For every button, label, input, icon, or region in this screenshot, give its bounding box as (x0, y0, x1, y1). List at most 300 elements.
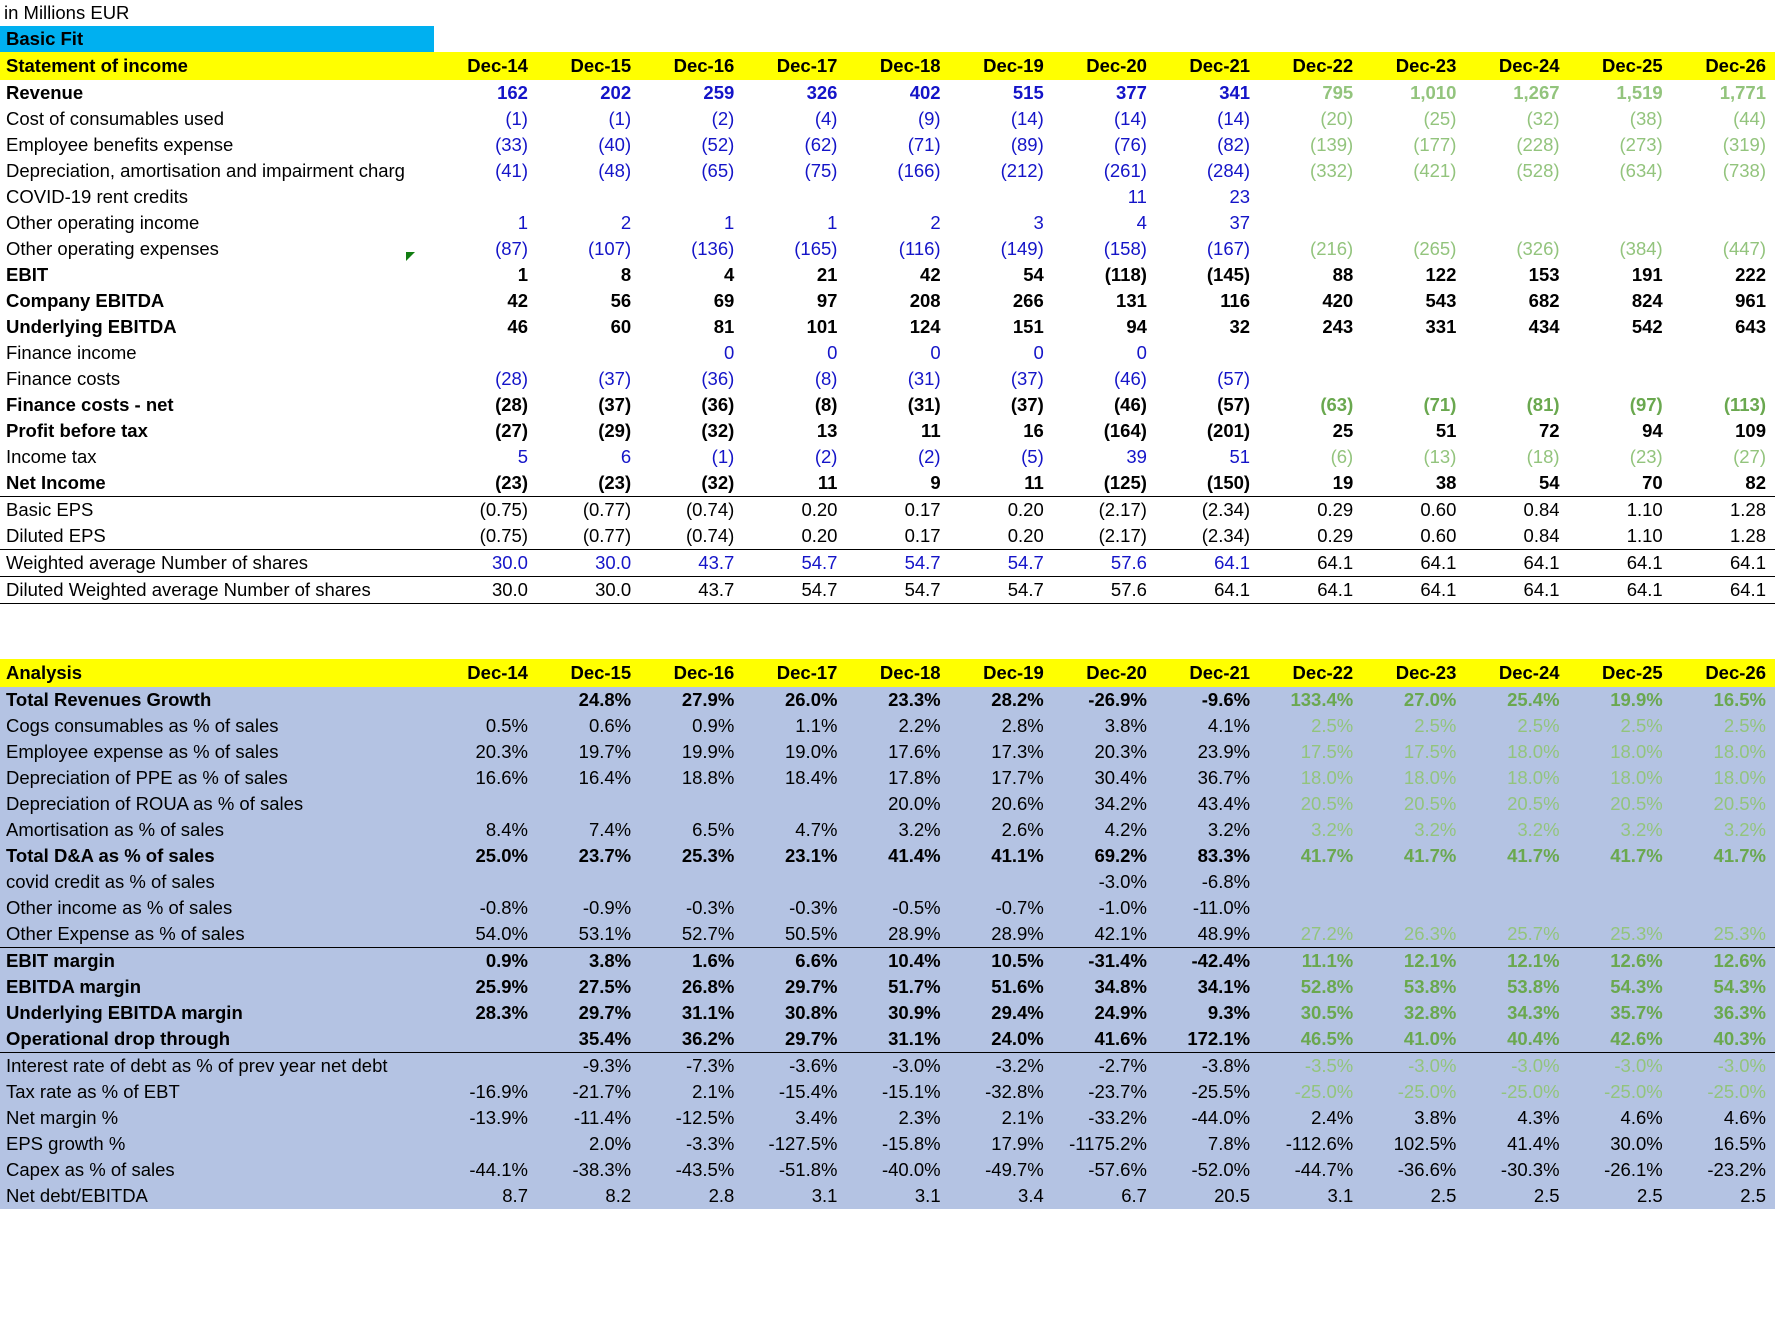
cell-dec-23: 20.5% (1362, 791, 1465, 817)
row-label: Finance income (6, 342, 137, 363)
cell-dec-24: (18) (1526, 446, 1560, 467)
cell-dec-17: 23.1% (743, 843, 846, 869)
row-label: EPS growth % (0, 1131, 434, 1157)
company-banner-table (0, 26, 1775, 52)
cell-dec-22: 18.0% (1259, 765, 1362, 791)
row-label: Depreciation of ROUA as % of sales (0, 791, 434, 817)
cell-dec-23 (1362, 895, 1465, 921)
cell-dec-17: (165) (794, 238, 838, 259)
table-row (0, 288, 1775, 314)
cell-dec-24: -25.0% (1465, 1079, 1568, 1105)
cell-dec-23: (71) (1423, 394, 1457, 415)
cell-dec-23: -36.6% (1362, 1157, 1465, 1183)
cell-dec-19: -0.7% (950, 895, 1053, 921)
cell-dec-18: (166) (897, 160, 941, 181)
row-label: Finance costs - net (6, 394, 174, 415)
cell-dec-14: 25.9% (434, 974, 537, 1000)
cell-dec-18: (31) (907, 368, 941, 389)
cell-dec-22 (1259, 869, 1362, 895)
cell-dec-25: 191 (1631, 264, 1663, 285)
table-row (0, 739, 1775, 765)
cell-dec-26: 1,771 (1719, 82, 1766, 103)
row-label: Employee benefits expense (6, 134, 234, 155)
cell-dec-19: 41.1% (950, 843, 1053, 869)
row-label: Operational drop through (0, 1026, 434, 1053)
cell-dec-19: 28.2% (950, 687, 1053, 713)
cell-dec-19: (89) (1010, 134, 1044, 155)
cell-dec-23: (25) (1423, 108, 1457, 129)
cell-dec-20: -31.4% (1053, 948, 1156, 975)
table-row (0, 392, 1775, 418)
table-row (0, 765, 1775, 791)
cell-dec-21: 64.1 (1156, 550, 1259, 577)
cell-dec-25: -3.0% (1569, 1053, 1672, 1080)
cell-dec-15: 2 (620, 212, 632, 233)
cell-dec-18: 17.8% (846, 765, 949, 791)
row-label: covid credit as % of sales (0, 869, 434, 895)
cell-dec-19: 3.4 (950, 1183, 1053, 1209)
cell-dec-17: 1.1% (743, 713, 846, 739)
cell-dec-24: 18.0% (1465, 739, 1568, 765)
cell-dec-22: (6) (1330, 446, 1354, 467)
cell-dec-20: (46) (1114, 368, 1147, 389)
cell-dec-26: (319) (1722, 134, 1766, 155)
cell-dec-21: (150) (1156, 470, 1259, 497)
income-body (0, 80, 1775, 604)
table-row (0, 523, 1775, 550)
table-row (0, 366, 1775, 392)
cell-dec-20: 131 (1116, 290, 1147, 311)
cell-dec-22: 11.1% (1259, 948, 1362, 975)
row-label: Underlying EBITDA (6, 316, 177, 337)
cell-dec-20: (261) (1103, 160, 1147, 181)
cell-dec-23 (1362, 184, 1465, 210)
cell-dec-14: 0.5% (434, 713, 537, 739)
cell-dec-16: 31.1% (640, 1000, 743, 1026)
cell-dec-24: -3.0% (1465, 1053, 1568, 1080)
cell-dec-21: (2.34) (1156, 523, 1259, 550)
cell-dec-14: 30.0 (434, 577, 537, 604)
cell-dec-18: -3.0% (846, 1053, 949, 1080)
cell-dec-23: 543 (1425, 290, 1457, 311)
cell-dec-14: -44.1% (434, 1157, 537, 1183)
cell-dec-14 (434, 1053, 537, 1080)
cell-dec-18: 9 (846, 470, 949, 497)
cell-dec-21: 83.3% (1156, 843, 1259, 869)
cell-dec-21: -25.5% (1156, 1079, 1259, 1105)
cell-dec-14: 42 (507, 290, 528, 311)
cell-dec-26 (1672, 210, 1775, 236)
cell-dec-21: -44.0% (1156, 1105, 1259, 1131)
cell-dec-14: (27) (495, 420, 528, 441)
cell-dec-15: (29) (598, 420, 632, 441)
cell-dec-22: 0.29 (1259, 523, 1362, 550)
cell-dec-26: 40.3% (1672, 1026, 1775, 1053)
row-label: Capex as % of sales (0, 1157, 434, 1183)
cell-dec-16: 52.7% (640, 921, 743, 948)
cell-dec-20: -1.0% (1053, 895, 1156, 921)
cell-dec-23: 51 (1435, 420, 1457, 441)
cell-dec-25: 94 (1642, 420, 1663, 441)
cell-dec-24: 3.2% (1465, 817, 1568, 843)
cell-dec-20: (164) (1103, 420, 1147, 441)
cell-dec-17: 3.1 (743, 1183, 846, 1209)
cell-dec-26: (44) (1733, 108, 1766, 129)
cell-dec-15: 8 (620, 264, 632, 285)
cell-dec-21: (284) (1206, 160, 1251, 181)
cell-dec-23: 331 (1425, 316, 1457, 337)
cell-dec-26: 82 (1672, 470, 1775, 497)
cell-dec-25 (1569, 340, 1672, 366)
cell-dec-20: -26.9% (1053, 687, 1156, 713)
cell-dec-17: 54.7 (743, 577, 846, 604)
cell-dec-25: 4.6% (1569, 1105, 1672, 1131)
cell-dec-15: (40) (598, 134, 632, 155)
cell-dec-18: 23.3% (846, 687, 949, 713)
cell-dec-14 (434, 340, 537, 366)
analysis-title: Analysis (0, 659, 434, 687)
cell-dec-15: -38.3% (537, 1157, 640, 1183)
cell-dec-17 (743, 184, 846, 210)
cell-dec-17: 101 (806, 316, 838, 337)
cell-dec-19: (14) (1010, 108, 1044, 129)
table-row (0, 687, 1775, 713)
row-label: Other Expense as % of sales (0, 921, 434, 948)
analysis-table (0, 659, 1775, 1209)
cell-dec-24: 54 (1465, 470, 1568, 497)
column-header-dec-15: Dec-15 (537, 52, 640, 80)
cell-dec-14: 8.7 (434, 1183, 537, 1209)
table-row (0, 1079, 1775, 1105)
table-row (0, 418, 1775, 444)
cell-dec-15: 202 (600, 82, 632, 103)
cell-dec-20: 57.6 (1053, 577, 1156, 604)
cell-dec-24: 2.5% (1465, 713, 1568, 739)
cell-dec-19: 515 (1012, 82, 1044, 103)
cell-dec-26: (738) (1722, 160, 1766, 181)
cell-dec-26: 18.0% (1672, 739, 1775, 765)
cell-dec-24 (1465, 340, 1568, 366)
cell-dec-23: 26.3% (1362, 921, 1465, 948)
column-header-dec-25: Dec-25 (1569, 52, 1672, 80)
row-label: Cost of consumables used (6, 108, 225, 129)
banner-filler (434, 26, 1775, 52)
cell-dec-15: 60 (610, 316, 632, 337)
cell-dec-25: (97) (1629, 394, 1663, 415)
cell-dec-18: 0 (930, 342, 941, 363)
cell-dec-16: (36) (701, 368, 735, 389)
row-label: Other operating income (6, 212, 200, 233)
cell-dec-23 (1362, 210, 1465, 236)
cell-dec-21: 9.3% (1156, 1000, 1259, 1026)
cell-dec-26: 20.5% (1672, 791, 1775, 817)
row-label: Net debt/EBITDA (0, 1183, 434, 1209)
cell-dec-23: (265) (1413, 238, 1457, 259)
cell-dec-26: 3.2% (1672, 817, 1775, 843)
cell-dec-14: 0.9% (434, 948, 537, 975)
cell-dec-24: 682 (1528, 290, 1560, 311)
cell-dec-16: (52) (701, 134, 735, 155)
cell-dec-24: 0.84 (1465, 523, 1568, 550)
cell-dec-16: 2.8 (640, 1183, 743, 1209)
cell-dec-26: 64.1 (1672, 577, 1775, 604)
cell-dec-14: 30.0 (434, 550, 537, 577)
cell-dec-19 (950, 184, 1053, 210)
cell-dec-15: 23.7% (537, 843, 640, 869)
cell-dec-19: 20.6% (950, 791, 1053, 817)
cell-dec-22: -112.6% (1259, 1131, 1362, 1157)
table-row (0, 106, 1775, 132)
cell-dec-20: 11 (1127, 186, 1147, 207)
row-label: Weighted average Number of shares (0, 550, 434, 577)
cell-dec-22: 133.4% (1259, 687, 1362, 713)
row-label: Depreciation, amortisation and impairment charg (6, 160, 405, 181)
cell-dec-17: 21 (816, 264, 838, 285)
column-header-dec-16: Dec-16 (640, 52, 743, 80)
table-row (0, 791, 1775, 817)
cell-dec-16: (0.74) (640, 523, 743, 550)
cell-dec-19: 11 (950, 470, 1053, 497)
cell-dec-25: 12.6% (1569, 948, 1672, 975)
cell-dec-20: (118) (1104, 264, 1147, 285)
cell-dec-25 (1569, 210, 1672, 236)
cell-dec-16: (36) (701, 394, 735, 415)
cell-dec-23: (177) (1413, 134, 1457, 155)
cell-dec-24: 64.1 (1465, 550, 1568, 577)
cell-dec-24: 434 (1528, 316, 1560, 337)
cell-dec-17: (2) (814, 446, 838, 467)
row-label: Total Revenues Growth (0, 687, 434, 713)
cell-dec-25: (384) (1619, 238, 1663, 259)
cell-dec-19: 29.4% (950, 1000, 1053, 1026)
cell-dec-25 (1569, 184, 1672, 210)
cell-dec-20: (46) (1114, 394, 1147, 415)
cell-dec-21: 32 (1229, 316, 1251, 337)
table-row (0, 444, 1775, 470)
cell-dec-18: 402 (909, 82, 941, 103)
cell-dec-22 (1259, 340, 1362, 366)
cell-dec-20: 39 (1126, 446, 1147, 467)
table-row (0, 1183, 1775, 1209)
cell-dec-14 (434, 184, 537, 210)
cell-dec-21: 116 (1220, 290, 1251, 311)
row-label: Net margin % (0, 1105, 434, 1131)
column-header-dec-18: Dec-18 (846, 52, 949, 80)
income-header-row (0, 52, 1775, 80)
cell-dec-20: (125) (1053, 470, 1156, 497)
cell-dec-19: 2.6% (950, 817, 1053, 843)
table-row (0, 817, 1775, 843)
cell-dec-20: 30.4% (1053, 765, 1156, 791)
cell-dec-16: 43.7 (640, 550, 743, 577)
cell-dec-24 (1465, 184, 1568, 210)
cell-dec-15 (537, 340, 640, 366)
cell-dec-23: -3.0% (1362, 1053, 1465, 1080)
cell-dec-25: 1,519 (1616, 82, 1663, 103)
cell-dec-22 (1259, 210, 1362, 236)
cell-dec-21: -42.4% (1156, 948, 1259, 975)
cell-dec-16: 4 (724, 264, 735, 285)
cell-dec-24: (228) (1516, 134, 1560, 155)
cell-dec-21: 37 (1229, 212, 1251, 233)
cell-dec-14: 25.0% (434, 843, 537, 869)
table-row (0, 236, 1775, 262)
cell-dec-18: (31) (907, 394, 941, 415)
column-header-dec-14: Dec-14 (434, 52, 537, 80)
cell-dec-22: -3.5% (1259, 1053, 1362, 1080)
table-row (0, 132, 1775, 158)
cell-dec-22: 30.5% (1259, 1000, 1362, 1026)
cell-dec-21: 34.1% (1156, 974, 1259, 1000)
cell-dec-14: (0.75) (479, 499, 528, 520)
cell-dec-23: 53.8% (1362, 974, 1465, 1000)
cell-dec-15: (1) (608, 108, 632, 129)
cell-dec-20: (2.17) (1053, 523, 1156, 550)
cell-dec-16: 27.9% (640, 687, 743, 713)
cell-dec-24: (81) (1526, 394, 1560, 415)
row-label: Cogs consumables as % of sales (0, 713, 434, 739)
cell-dec-16: 25.3% (640, 843, 743, 869)
cell-dec-24: 53.8% (1465, 974, 1568, 1000)
cell-dec-15: 53.1% (537, 921, 640, 948)
cell-dec-21 (1156, 340, 1259, 366)
row-label: COVID-19 rent credits (6, 186, 188, 207)
cell-comment-marker-icon (406, 252, 415, 261)
cell-dec-23 (1362, 340, 1465, 366)
table-row (0, 210, 1775, 236)
cell-dec-24: -30.3% (1465, 1157, 1568, 1183)
column-header-dec-26: Dec-26 (1672, 659, 1775, 687)
cell-dec-14: 46 (507, 316, 528, 337)
cell-dec-15: 3.8% (537, 948, 640, 975)
cell-dec-15: -11.4% (537, 1105, 640, 1131)
cell-dec-21: 3.2% (1156, 817, 1259, 843)
cell-dec-23: 122 (1425, 264, 1457, 285)
row-label: Profit before tax (6, 420, 148, 441)
cell-dec-14: (28) (495, 368, 528, 389)
cell-dec-17: 326 (806, 82, 838, 103)
cell-dec-15: -0.9% (537, 895, 640, 921)
cell-dec-21: (57) (1217, 368, 1251, 389)
cell-dec-17: 1 (827, 212, 838, 233)
cell-dec-14: (0.75) (434, 523, 537, 550)
cell-dec-23: 12.1% (1362, 948, 1465, 975)
cell-dec-25: -25.0% (1569, 1079, 1672, 1105)
cell-dec-23: 17.5% (1362, 739, 1465, 765)
cell-dec-19: 2.8% (950, 713, 1053, 739)
cell-dec-23: (421) (1413, 160, 1457, 181)
cell-dec-25: 19.9% (1569, 687, 1672, 713)
cell-dec-26: 961 (1735, 290, 1766, 311)
cell-dec-16: 18.8% (640, 765, 743, 791)
cell-dec-24 (1465, 210, 1568, 236)
cell-dec-21: 172.1% (1156, 1026, 1259, 1053)
cell-dec-16: -12.5% (640, 1105, 743, 1131)
cell-dec-19: 151 (1012, 316, 1044, 337)
row-label: EBITDA margin (0, 974, 434, 1000)
cell-dec-24: 2.5 (1465, 1183, 1568, 1209)
cell-dec-18: 3.1 (846, 1183, 949, 1209)
cell-dec-19: 10.5% (950, 948, 1053, 975)
row-label: Basic EPS (6, 499, 94, 520)
cell-dec-20: 34.8% (1053, 974, 1156, 1000)
cell-dec-15: -21.7% (537, 1079, 640, 1105)
cell-dec-25 (1569, 366, 1672, 392)
cell-dec-18: 208 (909, 290, 941, 311)
cell-dec-16: 259 (703, 82, 735, 103)
cell-dec-20: 94 (1126, 316, 1147, 337)
cell-dec-18: 42 (920, 264, 941, 285)
cell-dec-21: (167) (1206, 238, 1251, 259)
cell-dec-15: (23) (537, 470, 640, 497)
cell-dec-19: 0.20 (950, 523, 1053, 550)
cell-dec-26: 54.3% (1672, 974, 1775, 1000)
cell-dec-22: 420 (1322, 290, 1354, 311)
table-row (0, 550, 1775, 577)
cell-dec-24: 0.84 (1523, 499, 1560, 520)
cell-dec-22: 46.5% (1259, 1026, 1362, 1053)
cell-dec-15: 2.0% (537, 1131, 640, 1157)
cell-dec-16: (136) (691, 238, 735, 259)
cell-dec-25: (634) (1619, 160, 1663, 181)
income-title: Statement of income (0, 52, 434, 80)
cell-dec-26 (1672, 366, 1775, 392)
cell-dec-19: 28.9% (950, 921, 1053, 948)
cell-dec-23 (1362, 869, 1465, 895)
cell-dec-19: 51.6% (950, 974, 1053, 1000)
cell-dec-24: 18.0% (1465, 765, 1568, 791)
row-label: Revenue (6, 82, 84, 103)
cell-dec-21: 48.9% (1156, 921, 1259, 948)
cell-dec-20: 24.9% (1053, 1000, 1156, 1026)
cell-dec-26: 41.7% (1672, 843, 1775, 869)
cell-dec-26: 2.5% (1672, 713, 1775, 739)
cell-dec-17: -51.8% (743, 1157, 846, 1183)
cell-dec-22: 243 (1322, 316, 1354, 337)
cell-dec-24: 1,267 (1513, 82, 1560, 103)
cell-dec-20: (76) (1114, 134, 1147, 155)
table-row (0, 921, 1775, 948)
cell-dec-25: 70 (1569, 470, 1672, 497)
cell-dec-17: -127.5% (743, 1131, 846, 1157)
row-label: Other operating expenses (6, 238, 219, 259)
row-label: Total D&A as % of sales (0, 843, 434, 869)
cell-dec-26: 36.3% (1672, 1000, 1775, 1026)
cell-dec-16: 26.8% (640, 974, 743, 1000)
cell-dec-18: -15.1% (846, 1079, 949, 1105)
cell-dec-21: 51 (1229, 446, 1251, 467)
cell-dec-17: 97 (816, 290, 838, 311)
cell-dec-20: -3.0% (1053, 869, 1156, 895)
cell-dec-22 (1259, 895, 1362, 921)
cell-dec-22: 19 (1259, 470, 1362, 497)
row-label: Finance costs (6, 368, 121, 389)
cell-dec-22: (20) (1320, 108, 1354, 129)
cell-dec-17: 30.8% (743, 1000, 846, 1026)
cell-dec-18: (9) (917, 108, 941, 129)
cell-dec-17: 6.6% (743, 948, 846, 975)
column-header-dec-21: Dec-21 (1156, 659, 1259, 687)
cell-dec-20: 4.2% (1053, 817, 1156, 843)
cell-dec-21: 64.1 (1156, 577, 1259, 604)
column-header-dec-14: Dec-14 (434, 659, 537, 687)
cell-dec-26: -23.2% (1672, 1157, 1775, 1183)
cell-dec-16: 2.1% (640, 1079, 743, 1105)
cell-dec-20: -23.7% (1053, 1079, 1156, 1105)
table-row (0, 1026, 1775, 1053)
table-row (0, 184, 1775, 210)
cell-dec-19: 54.7 (950, 577, 1053, 604)
